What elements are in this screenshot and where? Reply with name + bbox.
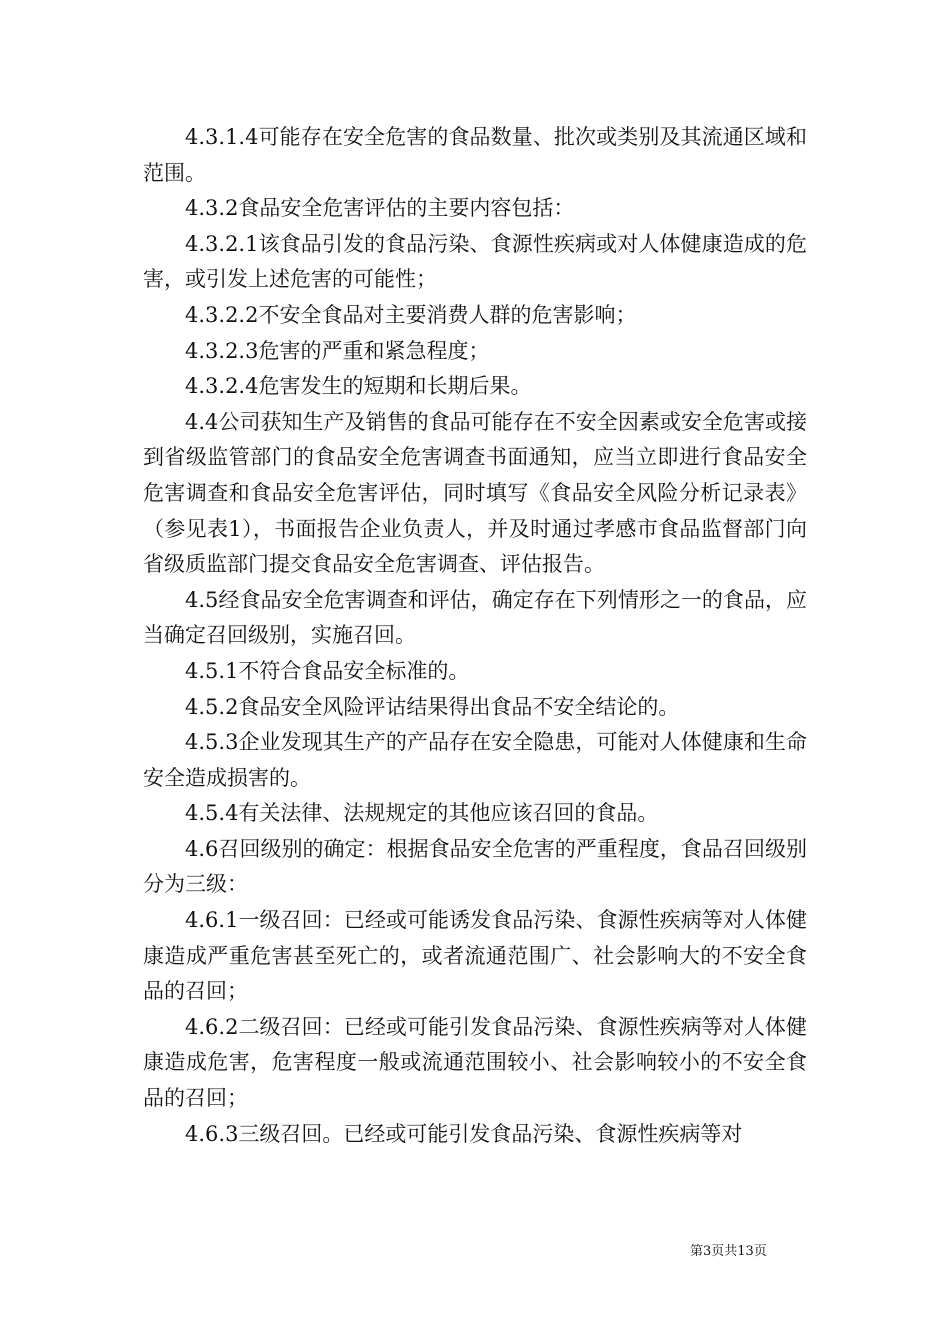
paragraph: 4.6.2二级召回：已经或可能引发食品污染、食源性疾病等对人体健康造成危害，危害程度一般或流通范围较小、社会影响较小的不安全食品的召回； <box>143 1014 807 1111</box>
paragraph: 4.6召回级别的确定：根据食品安全危害的严重程度，食品召回级别分为三级： <box>143 836 807 897</box>
paragraph: 4.3.2.4危害发生的短期和长期后果。 <box>185 374 532 399</box>
document-body <box>143 120 807 1152</box>
paragraph: 4.5.4有关法律、法规规定的其他应该召回的食品。 <box>185 801 659 826</box>
paragraph: 4.3.2.1该食品引发的食品污染、食源性疾病或对人体健康造成的危害，或引发上述危害的可能性； <box>143 231 807 292</box>
paragraph: 4.5.1不符合食品安全标准的。 <box>185 658 470 683</box>
page-number-footer: 第3页共13页 <box>690 1244 767 1259</box>
paragraph: 4.3.2.2不安全食品对主要消费人群的危害影响； <box>185 302 637 327</box>
paragraph: 4.3.2.3危害的严重和紧急程度； <box>185 338 490 363</box>
paragraph: 4.5.2食品安全风险评诂结果得出食品不安全结论的。 <box>185 694 680 719</box>
paragraph: 4.4公司获知生产及销售的食品可能存在不安全因素或安全危害或接到省级监管部门的食品安全危害调查书面通知，应当立即进行食品安全危害调查和食品安全危害评估，同时填写《食品安全风险分析记录表》（参见表1），书面报告企业负责人，并及时通过孝感市食品监督部门向省级质监部门提交食品安全危害调查、评估报告。 <box>143 409 807 577</box>
paragraph: 4.3.1.4可能存在安全危害的食品数量、批次或类别及其流通区域和范围。 <box>143 125 807 185</box>
paragraph: 4.6.1一级召回：已经或可能诱发食品污染、食源性疾病等对人体健康造成严重危害甚至死亡的，或者流通范围广、社会影响大的不安全食品的召回； <box>143 908 807 1004</box>
paragraph: 4.6.3三级召回。已经或可能引发食品污染、食源性疾病等对 <box>185 1121 743 1146</box>
paragraph: 4.5经食品安全危害调查和评估，确定存在下列情形之一的食品，应当确定召回级别，实施召回。 <box>143 587 807 648</box>
paragraph: 4.5.3企业发现其生产的产品存在安全隐患，可能对人体健康和生命安全造成损害的。 <box>143 730 807 790</box>
paragraph: 4.3.2食品安全危害评估的主要内容包括： <box>185 196 575 221</box>
